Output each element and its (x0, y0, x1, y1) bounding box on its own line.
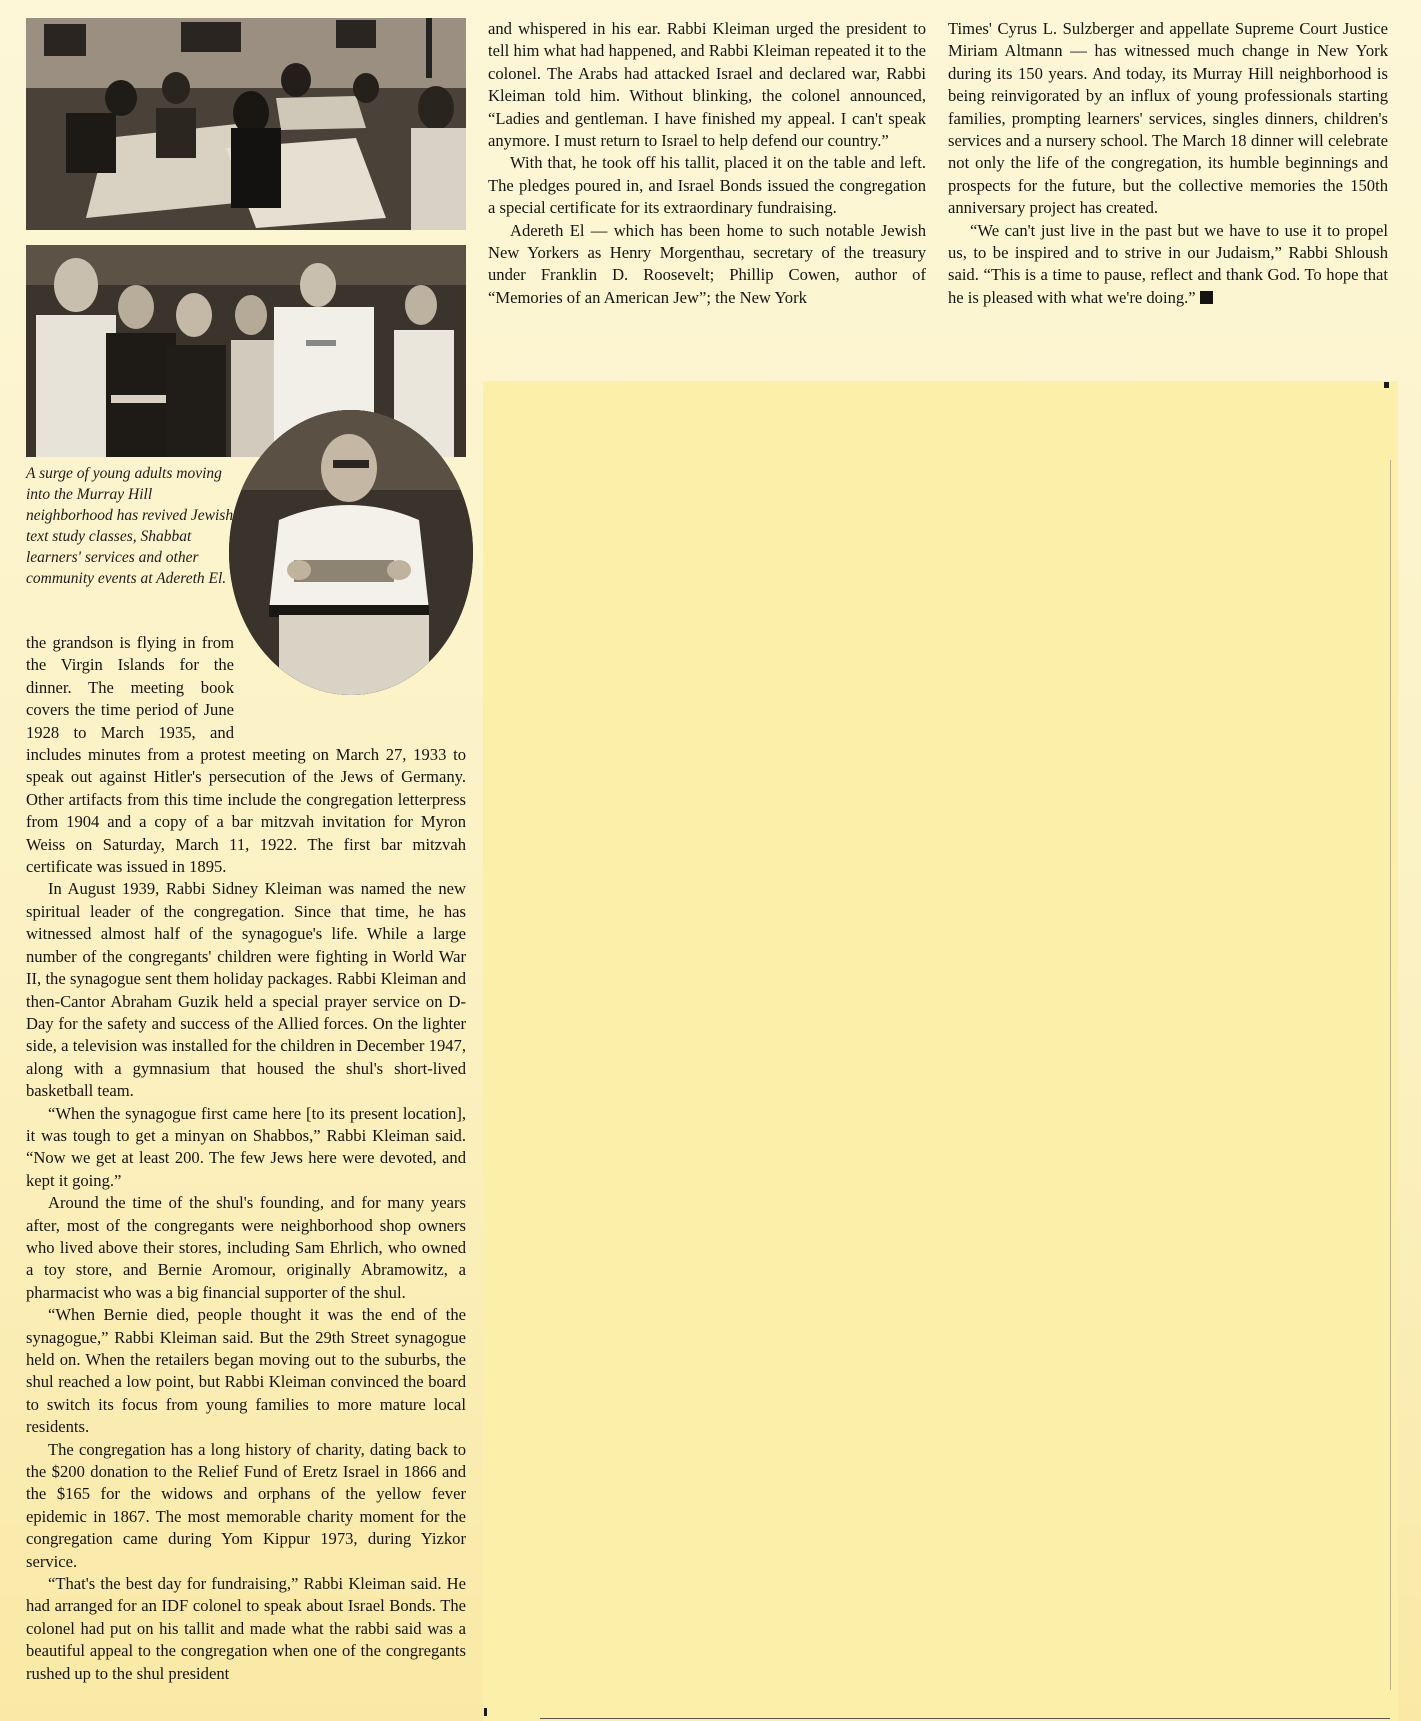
column-2-paragraph: Adereth El — which has been home to such notable Jewish New Yorkers as Henry Morgenthau, secretary of the treasury under Franklin D. Roosevelt; Phillip Cowen, author of “Memories of an American Jew”; the New York (488, 220, 926, 307)
column-3-paragraph (948, 220, 1388, 310)
panel-corner-mark (1384, 382, 1389, 388)
column-2 (488, 18, 926, 309)
end-mark-icon (1200, 291, 1213, 304)
wrap-spacer (234, 632, 466, 732)
column-1-paragraph: The congregation has a long history of charity, dating back to the $200 donation to the Relief Fund of Eretz Israel in 1866 and the $165 for the widows and orphans of the yellow fever epidemic in 1867. The most memorable charity moment for the congregation came during Yom Kippur 1973, during Yizkor service. (26, 1439, 466, 1571)
column-1-paragraph: the grandson is flying in from the Virgin Islands for the dinner. The meeting book covers the time period of June 1928 to March 1935, and includes minutes from a protest meeting on March 27, 1933 to speak out against Hitler's persecution of the Jews of Germany. Other artifacts from this time include the congregation letterpress from 1904 and a copy of a bar mitzvah invitation for Myron Weiss on Saturday, March 11, 1922. The first bar mitzvah certificate was issued in 1895. (26, 633, 466, 877)
column-3-paragraph: Times' Cyrus L. Sulzberger and appellate Supreme Court Justice Miriam Altmann — has witnessed much change in New York during its 150 years. And today, its Murray Hill neighborhood is being reinvigorated by an influx of young professionals starting families, prompting learners' services, singles dinners, children's services and a nursery school. The March 18 dinner will celebrate not only the life of the congregation, its humble beginnings and prospects for the future, but the collective memories the 150th anniversary project has created. (948, 19, 1388, 218)
panel-edge-line (1390, 460, 1391, 1690)
column-1-paragraph: Around the time of the shul's founding, and for many years after, most of the congregants were neighborhood shop owners who lived above their stores, including Sam Ehrlich, who owned a toy store, and Bernie Aromour, originally Abramowitz, a pharmacist who was a big financial supporter of the shul. (26, 1193, 466, 1302)
column-3 (948, 18, 1388, 309)
column-2-paragraph: and whispered in his ear. Rabbi Kleiman urged the president to tell him what had happened, and Rabbi Kleiman repeated it to the colonel. The Arabs had attacked Israel and declared war, Rabbi Kleiman told him. Without blinking, the colonel announced, “Ladies and gentleman. I have finished my appeal. I can't speak anymore. I must return to Israel to help defend our country.” (488, 19, 926, 151)
column-1-paragraph: “When Bernie died, people thought it was the end of the synagogue,” Rabbi Kleiman said. But the 29th Street synagogue held on. When the retailers began moving out to the suburbs, the shul reached a low point, but Rabbi Kleiman convinced the board to switch its focus from young families to more mature local residents. (26, 1305, 466, 1437)
column-2-paragraph: With that, he took off his tallit, placed it on the table and left. The pledges poured in, and Israel Bonds issued the congregation a special certificate for its extraordinary fundraising. (488, 153, 926, 218)
blank-panel (483, 381, 1398, 1721)
bottom-rule (540, 1718, 1390, 1719)
photo-study-class (26, 18, 466, 230)
column-1-paragraph: In August 1939, Rabbi Sidney Kleiman was named the new spiritual leader of the congregation. Since that time, he has witnessed almost half of the synagogue's life. While a large number of the congregants' children were fighting in World War II, the synagogue sent them holiday packages. Rabbi Kleiman and then-Cantor Abraham Guzik held a special prayer service on D-Day for the safety and success of the Allied forces. On the lighter side, a television was installed for the children in December 1947, along with a gymnasium that housed the shul's short-lived basketball team. (26, 879, 466, 1101)
closing-quote: “We can't just live in the past but we have to use it to propel us, to be inspired and to strive in our Judaism,” Rabbi Shloush said. “This is a time to pause, reflect and thank God. To hope that he is pleased with what we're doing.” (948, 220, 1388, 307)
panel-corner-mark (484, 1708, 487, 1716)
column-1-paragraph: “That's the best day for fundraising,” Rabbi Kleiman said. He had arranged for an IDF colonel to speak about Israel Bonds. The colonel had put on his tallit and made what the rabbi said was a beautiful appeal to the congregation when one of the congregants rushed up to the shul president (26, 1574, 466, 1683)
column-1-paragraph: “When the synagogue first came here [to its present location], it was tough to get a minyan on Shabbos,” Rabbi Kleiman said. “Now we get at least 200. The few Jews here were devoted, and kept it going.” (26, 1103, 466, 1190)
photo-caption: A surge of young adults moving into the Murray Hill neighborhood has revived Jewish text study classes, Shabbat learners' services and other community events at Adereth El. (26, 465, 234, 587)
column-1 (26, 632, 466, 1685)
